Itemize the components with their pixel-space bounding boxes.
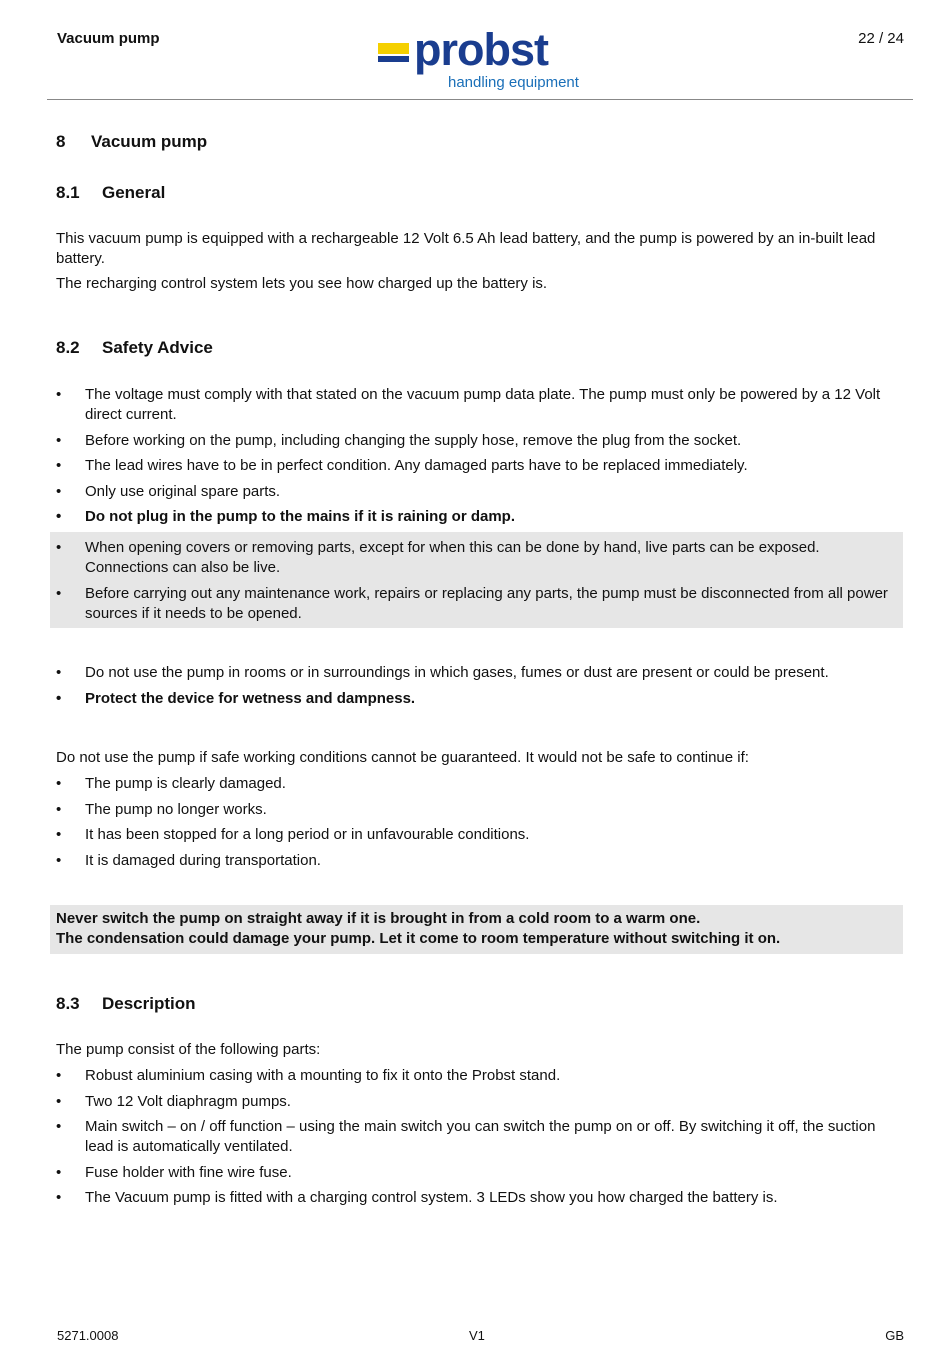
list-item: • The lead wires have to be in perfect condition. Any damaged parts have to be replaced immediately.: [56, 456, 906, 476]
subsection-heading-description: [56, 994, 196, 1014]
footer-version: V1: [469, 1328, 485, 1343]
warning-line-1: Never switch the pump on straight away if it is brought in from a cold room to a warm one.: [56, 910, 701, 927]
section-number: 8: [56, 132, 66, 151]
subsection-heading-general: [56, 183, 165, 203]
list-item: • Protect the device for wetness and dampness.: [56, 689, 906, 709]
description-intro: The pump consist of the following parts:: [56, 1041, 321, 1058]
list-item: • Before carrying out any maintenance work, repairs or replacing any parts, the pump must be disconnected from all power sources if it needs to be opened.: [56, 584, 906, 624]
safety-list-1: [56, 385, 906, 533]
list-item: • The Vacuum pump is fitted with a charging control system. 3 LEDs show you how charged the battery is.: [56, 1188, 906, 1208]
list-item: • The pump is clearly damaged.: [56, 774, 906, 794]
logo-yellow-bar: [378, 43, 409, 54]
list-item: • Do not plug in the pump to the mains if it is raining or damp.: [56, 507, 906, 527]
logo-blue-bar: [378, 56, 409, 62]
header-divider: [47, 99, 913, 100]
list-item: • It is damaged during transportation.: [56, 851, 906, 871]
section-title: Vacuum pump: [91, 132, 208, 151]
page-number: 22 / 24: [858, 30, 904, 47]
parts-list: [56, 1066, 906, 1214]
subsection-title: Description: [102, 994, 196, 1013]
list-item: • When opening covers or removing parts, except for when this can be done by hand, live parts can be exposed. Connections can also be live.: [56, 538, 906, 578]
warning-line-2: The condensation could damage your pump. Let it come to room temperature without switching it on.: [56, 930, 781, 947]
list-item: • Before working on the pump, including changing the supply hose, remove the plug from the socket.: [56, 431, 906, 451]
general-paragraph-1: This vacuum pump is equipped with a rechargeable 12 Volt 6.5 Ah lead battery, and the pump is powered by an in-built lead battery.: [56, 230, 876, 267]
warning-text: [56, 909, 906, 949]
logo-wordmark: probst: [414, 24, 548, 75]
list-item: • It has been stopped for a long period or in unfavourable conditions.: [56, 825, 906, 845]
subsection-title: Safety Advice: [102, 338, 213, 357]
conditions-list: [56, 774, 906, 876]
header-title: Vacuum pump: [57, 30, 160, 47]
subsection-heading-safety: [56, 338, 213, 358]
conditions-intro: Do not use the pump if safe working conditions cannot be guaranteed. It would not be safe to continue if:: [56, 749, 749, 766]
list-item: • Only use original spare parts.: [56, 482, 906, 502]
footer-document-number: 5271.0008: [57, 1328, 119, 1343]
section-heading: [56, 132, 207, 152]
safety-list-2: [56, 663, 906, 714]
subsection-number: 8.3: [56, 994, 80, 1013]
safety-shaded-list: [56, 538, 906, 629]
subsection-title: General: [102, 183, 166, 202]
logo-tagline: handling equipment: [448, 74, 579, 91]
footer-language: GB: [885, 1328, 904, 1343]
list-item: • Robust aluminium casing with a mounting to fix it onto the Probst stand.: [56, 1066, 906, 1086]
list-item: • Do not use the pump in rooms or in surroundings in which gases, fumes or dust are present or could be present.: [56, 663, 906, 683]
list-item: • The voltage must comply with that stated on the vacuum pump data plate. The pump must only be powered by a 12 Volt direct current.: [56, 385, 906, 425]
list-item: • Two 12 Volt diaphragm pumps.: [56, 1092, 906, 1112]
probst-logo: [378, 24, 590, 94]
subsection-number: 8.2: [56, 338, 80, 357]
list-item: • Main switch – on / off function – using the main switch you can switch the pump on or off. By switching it off, the suction lead is automatically ventilated.: [56, 1117, 906, 1157]
subsection-number: 8.1: [56, 183, 80, 202]
general-paragraph-2: The recharging control system lets you see how charged up the battery is.: [56, 275, 548, 292]
list-item: • Fuse holder with fine wire fuse.: [56, 1163, 906, 1183]
list-item: • The pump no longer works.: [56, 800, 906, 820]
